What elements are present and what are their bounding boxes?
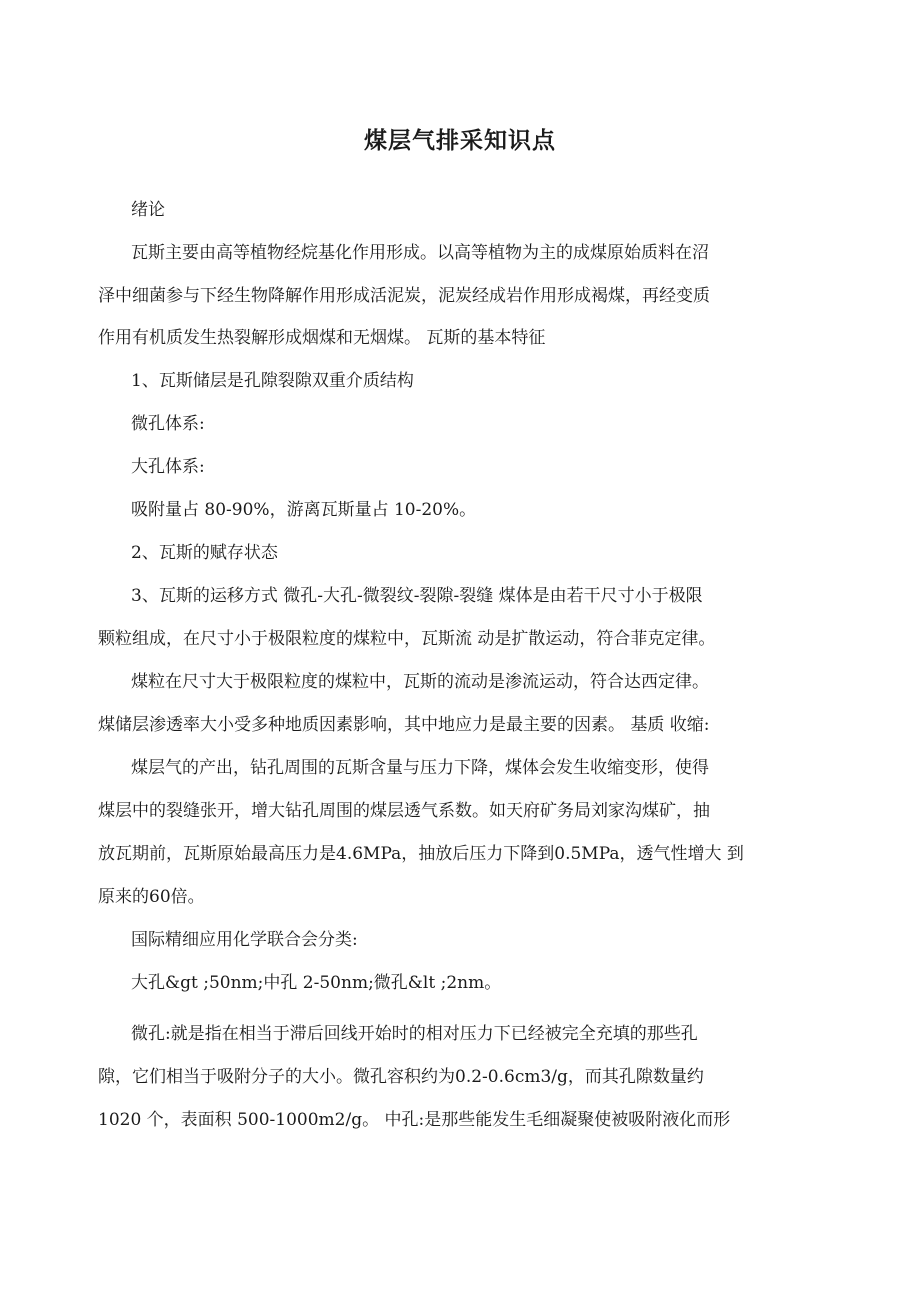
text-line: 煤粒在尺寸大于极限粒度的煤粒中，瓦斯的流动是渗流运动，符合达西定律。 xyxy=(131,672,709,692)
text-line: 煤层气的产出，钻孔周围的瓦斯含量与压力下降，煤体会发生收缩变形，使得 xyxy=(131,758,709,778)
text-line: 煤储层渗透率大小受多种地质因素影响，其中地应力是最主要的因素。 基质 收缩: xyxy=(98,715,710,735)
text-line: 作用有机质发生热裂解形成烟煤和无烟煤。 瓦斯的基本特征 xyxy=(98,328,546,348)
text-line: 吸附量占 80-90%，游离瓦斯量占 10-20%。 xyxy=(131,500,477,520)
text-line: 泽中细菌参与下经生物降解作用形成活泥炭，泥炭经成岩作用形成褐煤，再经变质 xyxy=(98,286,710,306)
text-line: 3、瓦斯的运移方式 微孔-大孔-微裂纹-裂隙-裂缝 煤体是由若干尺寸小于极限 xyxy=(131,586,703,606)
text-line: 微孔体系: xyxy=(131,414,205,434)
text-line: 原来的60倍。 xyxy=(98,887,205,907)
text-line: 煤层中的裂缝张开，增大钻孔周围的煤层透气系数。如天府矿务局刘家沟煤矿，抽 xyxy=(98,801,710,821)
text-line: 颗粒组成，在尺寸小于极限粒度的煤粒中，瓦斯流 动是扩散运动，符合菲克定律。 xyxy=(98,629,716,649)
text-line: 1020 个，表面积 500-1000m2/g。 中孔:是那些能发生毛细凝聚使被吸附液化而形 xyxy=(98,1110,731,1130)
text-line: 绪论 xyxy=(131,200,165,220)
text-line: 1、瓦斯储层是孔隙裂隙双重介质结构 xyxy=(131,371,414,391)
text-line: 放瓦期前，瓦斯原始最高压力是4.6MPa，抽放后压力下降到0.5MPa，透气性增大 到 xyxy=(98,844,744,864)
text-line: 隙，它们相当于吸附分子的大小。微孔容积约为0.2-0.6cm3/g，而其孔隙数量约 xyxy=(98,1067,704,1087)
text-line: 大孔体系: xyxy=(131,457,205,477)
text-line: 微孔:就是指在相当于滞后回线开始时的相对压力下已经被完全充填的那些孔 xyxy=(131,1024,698,1044)
text-line: 大孔&gt ;50nm;中孔 2-50nm;微孔&lt ;2nm。 xyxy=(131,973,502,993)
text-line: 瓦斯主要由高等植物经烷基化作用形成。以高等植物为主的成煤原始质料在沼 xyxy=(131,243,709,263)
text-line: 2、瓦斯的赋存状态 xyxy=(131,543,278,563)
text-line: 国际精细应用化学联合会分类: xyxy=(131,930,358,950)
page-title: 煤层气排采知识点 xyxy=(364,128,556,154)
